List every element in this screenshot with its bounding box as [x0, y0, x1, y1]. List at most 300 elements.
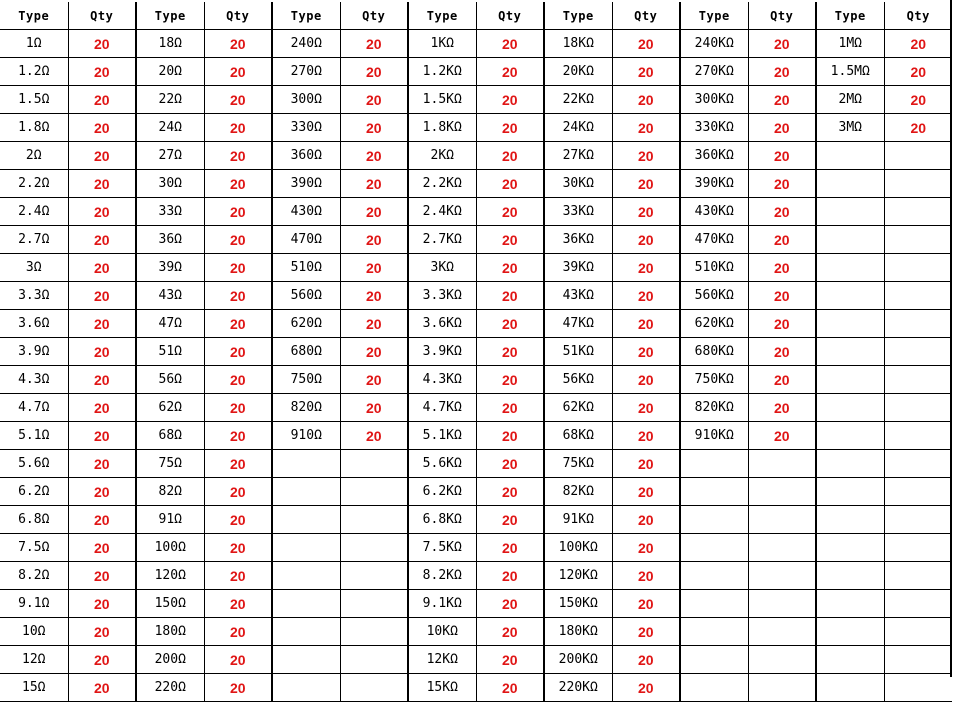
empty-cell: [816, 506, 884, 534]
resistance-value: 300KΩ: [680, 86, 748, 114]
empty-cell: [816, 534, 884, 562]
empty-cell: [748, 478, 816, 506]
resistance-value: 5.1KΩ: [408, 422, 476, 450]
quantity-value: 20: [340, 310, 408, 338]
table-row: [0, 394, 952, 422]
quantity-value: 20: [476, 310, 544, 338]
quantity-value: 20: [68, 534, 136, 562]
resistance-value: 620KΩ: [680, 310, 748, 338]
resistance-value: 3KΩ: [408, 254, 476, 282]
quantity-value: 20: [748, 338, 816, 366]
quantity-value: 20: [612, 142, 680, 170]
resistance-value: 6.8Ω: [0, 506, 68, 534]
quantity-value: 20: [340, 282, 408, 310]
quantity-value: 20: [612, 534, 680, 562]
resistance-value: 430Ω: [272, 198, 340, 226]
quantity-value: 20: [884, 30, 952, 58]
quantity-value: 20: [68, 142, 136, 170]
resistance-value: 470KΩ: [680, 226, 748, 254]
resistance-value: 75KΩ: [544, 450, 612, 478]
resistance-value: 22Ω: [136, 86, 204, 114]
resistance-value: 8.2Ω: [0, 562, 68, 590]
resistance-value: 390Ω: [272, 170, 340, 198]
header-qty-2: Qty: [204, 2, 272, 30]
quantity-value: 20: [612, 646, 680, 674]
resistance-value: 3.9KΩ: [408, 338, 476, 366]
resistance-value: 51KΩ: [544, 338, 612, 366]
quantity-value: 20: [476, 170, 544, 198]
empty-cell: [748, 646, 816, 674]
table-row: [0, 422, 952, 450]
quantity-value: 20: [340, 198, 408, 226]
resistance-value: 22KΩ: [544, 86, 612, 114]
resistance-value: 7.5Ω: [0, 534, 68, 562]
empty-cell: [816, 254, 884, 282]
empty-cell: [680, 618, 748, 646]
resistance-value: 91KΩ: [544, 506, 612, 534]
resistance-value: 5.6KΩ: [408, 450, 476, 478]
table-row: [0, 590, 952, 618]
resistance-value: 56Ω: [136, 366, 204, 394]
empty-cell: [816, 674, 884, 702]
quantity-value: 20: [204, 646, 272, 674]
empty-cell: [884, 506, 952, 534]
empty-cell: [272, 562, 340, 590]
empty-cell: [884, 394, 952, 422]
empty-cell: [272, 618, 340, 646]
quantity-value: 20: [476, 590, 544, 618]
resistance-value: 24Ω: [136, 114, 204, 142]
quantity-value: 20: [68, 646, 136, 674]
quantity-value: 20: [204, 422, 272, 450]
empty-cell: [884, 422, 952, 450]
empty-cell: [816, 310, 884, 338]
quantity-value: 20: [68, 58, 136, 86]
empty-cell: [340, 478, 408, 506]
quantity-value: 20: [612, 30, 680, 58]
resistance-value: 2.4KΩ: [408, 198, 476, 226]
empty-cell: [748, 674, 816, 702]
header-type-3: Type: [272, 2, 340, 30]
quantity-value: 20: [68, 366, 136, 394]
resistance-value: 43KΩ: [544, 282, 612, 310]
resistance-value: 330KΩ: [680, 114, 748, 142]
resistance-value: 36Ω: [136, 226, 204, 254]
quantity-value: 20: [612, 450, 680, 478]
quantity-value: 20: [340, 86, 408, 114]
resistance-value: 10Ω: [0, 618, 68, 646]
empty-cell: [340, 450, 408, 478]
resistance-value: 33KΩ: [544, 198, 612, 226]
resistance-value: 430KΩ: [680, 198, 748, 226]
quantity-value: 20: [476, 674, 544, 702]
quantity-value: 20: [476, 478, 544, 506]
empty-cell: [748, 618, 816, 646]
quantity-value: 20: [612, 170, 680, 198]
resistance-value: 100KΩ: [544, 534, 612, 562]
quantity-value: 20: [884, 114, 952, 142]
resistance-value: 200Ω: [136, 646, 204, 674]
resistance-value: 510Ω: [272, 254, 340, 282]
resistance-value: 1MΩ: [816, 30, 884, 58]
resistance-value: 360Ω: [272, 142, 340, 170]
quantity-value: 20: [612, 58, 680, 86]
quantity-value: 20: [748, 142, 816, 170]
resistance-value: 2Ω: [0, 142, 68, 170]
empty-cell: [884, 450, 952, 478]
empty-cell: [816, 590, 884, 618]
quantity-value: 20: [340, 254, 408, 282]
resistance-value: 62KΩ: [544, 394, 612, 422]
resistance-value: 47Ω: [136, 310, 204, 338]
quantity-value: 20: [476, 30, 544, 58]
resistance-value: 51Ω: [136, 338, 204, 366]
quantity-value: 20: [204, 226, 272, 254]
table-row: [0, 58, 952, 86]
resistance-value: 24KΩ: [544, 114, 612, 142]
resistance-value: 12Ω: [0, 646, 68, 674]
quantity-value: 20: [204, 534, 272, 562]
quantity-value: 20: [476, 646, 544, 674]
empty-cell: [884, 338, 952, 366]
quantity-value: 20: [340, 394, 408, 422]
quantity-value: 20: [476, 86, 544, 114]
quantity-value: 20: [612, 618, 680, 646]
quantity-value: 20: [612, 562, 680, 590]
quantity-value: 20: [476, 114, 544, 142]
resistance-value: 510KΩ: [680, 254, 748, 282]
quantity-value: 20: [204, 58, 272, 86]
resistance-value: 3.6Ω: [0, 310, 68, 338]
quantity-value: 20: [476, 226, 544, 254]
resistance-value: 470Ω: [272, 226, 340, 254]
quantity-value: 20: [204, 282, 272, 310]
empty-cell: [272, 590, 340, 618]
header-type-5: Type: [544, 2, 612, 30]
table-row: [0, 282, 952, 310]
quantity-value: 20: [340, 58, 408, 86]
resistance-value: 39KΩ: [544, 254, 612, 282]
quantity-value: 20: [612, 674, 680, 702]
quantity-value: 20: [612, 310, 680, 338]
empty-cell: [272, 506, 340, 534]
resistance-value: 2.7KΩ: [408, 226, 476, 254]
table-row: [0, 30, 952, 58]
resistance-value: 2MΩ: [816, 86, 884, 114]
empty-cell: [680, 506, 748, 534]
quantity-value: 20: [68, 422, 136, 450]
resistance-value: 1.2KΩ: [408, 58, 476, 86]
quantity-value: 20: [340, 338, 408, 366]
resistance-value: 910KΩ: [680, 422, 748, 450]
empty-cell: [748, 562, 816, 590]
resistance-value: 3Ω: [0, 254, 68, 282]
empty-cell: [884, 534, 952, 562]
quantity-value: 20: [68, 590, 136, 618]
resistance-value: 910Ω: [272, 422, 340, 450]
resistance-value: 330Ω: [272, 114, 340, 142]
empty-cell: [340, 618, 408, 646]
quantity-value: 20: [68, 198, 136, 226]
resistance-value: 62Ω: [136, 394, 204, 422]
quantity-value: 20: [612, 394, 680, 422]
quantity-value: 20: [204, 562, 272, 590]
resistance-value: 680KΩ: [680, 338, 748, 366]
resistance-value: 1KΩ: [408, 30, 476, 58]
resistance-value: 9.1KΩ: [408, 590, 476, 618]
resistance-value: 2.2KΩ: [408, 170, 476, 198]
resistance-value: 30Ω: [136, 170, 204, 198]
resistance-value: 18Ω: [136, 30, 204, 58]
table-row: [0, 366, 952, 394]
resistance-value: 3.3Ω: [0, 282, 68, 310]
resistance-value: 150KΩ: [544, 590, 612, 618]
resistance-value: 5.6Ω: [0, 450, 68, 478]
quantity-value: 20: [340, 114, 408, 142]
header-type-4: Type: [408, 2, 476, 30]
empty-cell: [884, 590, 952, 618]
resistance-value: 1.2Ω: [0, 58, 68, 86]
empty-cell: [680, 590, 748, 618]
resistance-value: 680Ω: [272, 338, 340, 366]
quantity-value: 20: [68, 226, 136, 254]
resistance-value: 4.7KΩ: [408, 394, 476, 422]
quantity-value: 20: [340, 142, 408, 170]
resistance-value: 620Ω: [272, 310, 340, 338]
quantity-value: 20: [68, 562, 136, 590]
resistance-value: 5.1Ω: [0, 422, 68, 450]
empty-cell: [816, 338, 884, 366]
resistance-value: 270Ω: [272, 58, 340, 86]
quantity-value: 20: [68, 114, 136, 142]
quantity-value: 20: [748, 86, 816, 114]
header-type-6: Type: [680, 2, 748, 30]
empty-cell: [816, 142, 884, 170]
quantity-value: 20: [68, 86, 136, 114]
quantity-value: 20: [68, 450, 136, 478]
header-type-7: Type: [816, 2, 884, 30]
quantity-value: 20: [612, 590, 680, 618]
empty-cell: [884, 646, 952, 674]
quantity-value: 20: [476, 394, 544, 422]
resistance-value: 220KΩ: [544, 674, 612, 702]
empty-cell: [748, 590, 816, 618]
quantity-value: 20: [476, 506, 544, 534]
header-type-2: Type: [136, 2, 204, 30]
quantity-value: 20: [68, 338, 136, 366]
resistance-value: 82KΩ: [544, 478, 612, 506]
quantity-value: 20: [476, 534, 544, 562]
resistance-value: 3MΩ: [816, 114, 884, 142]
quantity-value: 20: [612, 114, 680, 142]
resistance-value: 1Ω: [0, 30, 68, 58]
table-row: [0, 310, 952, 338]
quantity-value: 20: [612, 366, 680, 394]
quantity-value: 20: [476, 422, 544, 450]
quantity-value: 20: [748, 394, 816, 422]
empty-cell: [340, 590, 408, 618]
resistance-value: 1.5KΩ: [408, 86, 476, 114]
right-edge-rule: [950, 0, 952, 677]
table-row: [0, 674, 952, 702]
quantity-value: 20: [204, 394, 272, 422]
quantity-value: 20: [68, 618, 136, 646]
resistance-value: 270KΩ: [680, 58, 748, 86]
resistance-value: 560Ω: [272, 282, 340, 310]
table-row: [0, 114, 952, 142]
resistance-value: 39Ω: [136, 254, 204, 282]
empty-cell: [680, 534, 748, 562]
empty-cell: [884, 674, 952, 702]
quantity-value: 20: [340, 226, 408, 254]
resistance-value: 390KΩ: [680, 170, 748, 198]
empty-cell: [748, 506, 816, 534]
quantity-value: 20: [612, 86, 680, 114]
quantity-value: 20: [340, 30, 408, 58]
quantity-value: 20: [204, 198, 272, 226]
resistance-value: 360KΩ: [680, 142, 748, 170]
empty-cell: [748, 534, 816, 562]
resistance-value: 12KΩ: [408, 646, 476, 674]
resistance-value: 47KΩ: [544, 310, 612, 338]
empty-cell: [272, 674, 340, 702]
empty-cell: [884, 562, 952, 590]
quantity-value: 20: [748, 30, 816, 58]
resistance-value: 7.5KΩ: [408, 534, 476, 562]
resistance-value: 82Ω: [136, 478, 204, 506]
resistance-value: 200KΩ: [544, 646, 612, 674]
quantity-value: 20: [748, 310, 816, 338]
table-row: [0, 450, 952, 478]
header-qty-7: Qty: [884, 2, 952, 30]
empty-cell: [272, 534, 340, 562]
resistance-value: 820KΩ: [680, 394, 748, 422]
resistance-value: 240KΩ: [680, 30, 748, 58]
resistance-value: 1.5Ω: [0, 86, 68, 114]
empty-cell: [680, 674, 748, 702]
quantity-value: 20: [340, 422, 408, 450]
resistance-value: 100Ω: [136, 534, 204, 562]
quantity-value: 20: [204, 254, 272, 282]
resistance-value: 6.2Ω: [0, 478, 68, 506]
quantity-value: 20: [68, 478, 136, 506]
quantity-value: 20: [204, 674, 272, 702]
quantity-value: 20: [204, 86, 272, 114]
resistor-value-table: [0, 2, 952, 702]
empty-cell: [884, 254, 952, 282]
empty-cell: [816, 226, 884, 254]
resistance-value: 180Ω: [136, 618, 204, 646]
resistance-value: 43Ω: [136, 282, 204, 310]
resistance-value: 27Ω: [136, 142, 204, 170]
empty-cell: [272, 450, 340, 478]
header-qty-1: Qty: [68, 2, 136, 30]
resistance-value: 27KΩ: [544, 142, 612, 170]
resistance-value: 2.7Ω: [0, 226, 68, 254]
quantity-value: 20: [68, 310, 136, 338]
quantity-value: 20: [204, 114, 272, 142]
quantity-value: 20: [476, 338, 544, 366]
resistance-value: 2KΩ: [408, 142, 476, 170]
quantity-value: 20: [748, 366, 816, 394]
header-type-1: Type: [0, 2, 68, 30]
quantity-value: 20: [884, 58, 952, 86]
table-row: [0, 142, 952, 170]
resistance-value: 6.2KΩ: [408, 478, 476, 506]
table-row: [0, 86, 952, 114]
empty-cell: [816, 170, 884, 198]
resistance-value: 3.9Ω: [0, 338, 68, 366]
quantity-value: 20: [204, 590, 272, 618]
quantity-value: 20: [204, 478, 272, 506]
quantity-value: 20: [476, 366, 544, 394]
empty-cell: [680, 478, 748, 506]
table-row: [0, 338, 952, 366]
resistance-value: 75Ω: [136, 450, 204, 478]
empty-cell: [340, 534, 408, 562]
empty-cell: [816, 562, 884, 590]
quantity-value: 20: [476, 142, 544, 170]
empty-cell: [884, 142, 952, 170]
empty-cell: [816, 282, 884, 310]
empty-cell: [680, 646, 748, 674]
resistance-value: 150Ω: [136, 590, 204, 618]
quantity-value: 20: [612, 506, 680, 534]
resistance-value: 8.2KΩ: [408, 562, 476, 590]
table-row: [0, 618, 952, 646]
quantity-value: 20: [748, 226, 816, 254]
empty-cell: [340, 506, 408, 534]
resistance-value: 10KΩ: [408, 618, 476, 646]
resistance-value: 56KΩ: [544, 366, 612, 394]
resistance-value: 68KΩ: [544, 422, 612, 450]
quantity-value: 20: [612, 226, 680, 254]
quantity-value: 20: [204, 142, 272, 170]
header-qty-4: Qty: [476, 2, 544, 30]
resistance-value: 9.1Ω: [0, 590, 68, 618]
quantity-value: 20: [68, 674, 136, 702]
quantity-value: 20: [204, 338, 272, 366]
resistance-value: 750KΩ: [680, 366, 748, 394]
resistance-value: 30KΩ: [544, 170, 612, 198]
quantity-value: 20: [612, 254, 680, 282]
quantity-value: 20: [612, 422, 680, 450]
resistance-value: 2.4Ω: [0, 198, 68, 226]
empty-cell: [272, 646, 340, 674]
quantity-value: 20: [884, 86, 952, 114]
quantity-value: 20: [68, 506, 136, 534]
quantity-value: 20: [612, 338, 680, 366]
empty-cell: [340, 646, 408, 674]
empty-cell: [748, 450, 816, 478]
quantity-value: 20: [204, 366, 272, 394]
table-row: [0, 646, 952, 674]
resistance-value: 120Ω: [136, 562, 204, 590]
table-row: [0, 170, 952, 198]
empty-cell: [884, 478, 952, 506]
resistance-value: 91Ω: [136, 506, 204, 534]
quantity-value: 20: [748, 282, 816, 310]
resistance-value: 560KΩ: [680, 282, 748, 310]
quantity-value: 20: [476, 618, 544, 646]
table-row: [0, 226, 952, 254]
quantity-value: 20: [204, 30, 272, 58]
table-row: [0, 198, 952, 226]
empty-cell: [340, 674, 408, 702]
resistance-value: 220Ω: [136, 674, 204, 702]
header-qty-6: Qty: [748, 2, 816, 30]
quantity-value: 20: [476, 254, 544, 282]
